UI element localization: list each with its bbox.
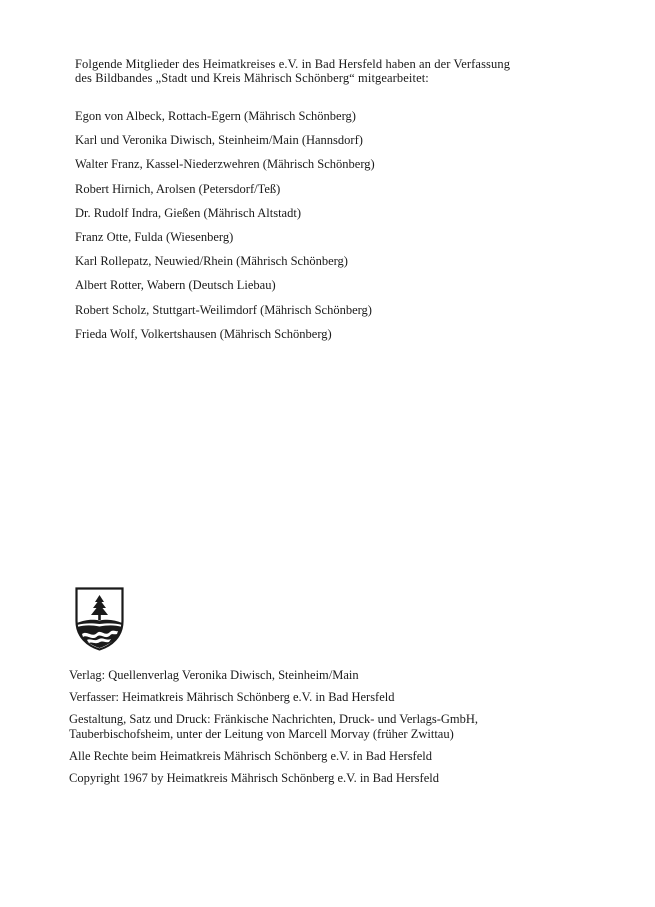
rights-line: Alle Rechte beim Heimatkreis Mährisch Schönberg e.V. in Bad Hersfeld xyxy=(69,749,432,763)
list-item: Robert Scholz, Stuttgart-Weilimdorf (Mährisch Schönberg) xyxy=(75,302,372,317)
list-item: Albert Rotter, Wabern (Deutsch Liebau) xyxy=(75,278,276,293)
list-item: Frieda Wolf, Volkertshausen (Mährisch Schönberg) xyxy=(75,326,332,341)
list-item: Karl und Veronika Diwisch, Steinheim/Main (Hannsdorf) xyxy=(75,133,363,148)
printer-line: Tauberbischofsheim, unter der Leitung von Marcell Morvay (früher Zwittau) xyxy=(69,727,454,741)
list-item: Egon von Albeck, Rottach-Egern (Mährisch Schönberg) xyxy=(75,109,356,123)
author-line: Verfasser: Heimatkreis Mährisch Schönberg e.V. in Bad Hersfeld xyxy=(69,690,395,704)
intro-line: Folgende Mitglieder des Heimatkreises e.V. in Bad Hersfeld haben an der Verfassung xyxy=(75,57,511,71)
list-item: Robert Hirnich, Arolsen (Petersdorf/Teß) xyxy=(75,181,281,196)
printer-line: Gestaltung, Satz und Druck: Fränkische Nachrichten, Druck- und Verlags-GmbH, xyxy=(69,712,479,726)
copyright-line: Copyright 1967 by Heimatkreis Mährisch Schönberg e.V. in Bad Hersfeld xyxy=(69,771,439,785)
list-item: Karl Rollepatz, Neuwied/Rhein (Mährisch Schönberg) xyxy=(75,254,348,269)
intro-line: des Bildbandes „Stadt und Kreis Mährisch Schönberg“ mitgearbeitet: xyxy=(75,71,429,85)
list-item: Walter Franz, Kassel-Niederzwehren (Mährisch Schönberg) xyxy=(75,157,375,172)
list-item: Dr. Rudolf Indra, Gießen (Mährisch Altstadt) xyxy=(75,205,301,220)
imprint xyxy=(69,668,629,786)
list-item: Franz Otte, Fulda (Wiesenberg) xyxy=(75,229,234,244)
publisher-line: Verlag: Quellenverlag Veronika Diwisch, Steinheim/Main xyxy=(69,668,359,682)
intro-paragraph xyxy=(75,57,575,85)
coat-of-arms-icon xyxy=(75,587,124,651)
member-list xyxy=(75,106,375,348)
